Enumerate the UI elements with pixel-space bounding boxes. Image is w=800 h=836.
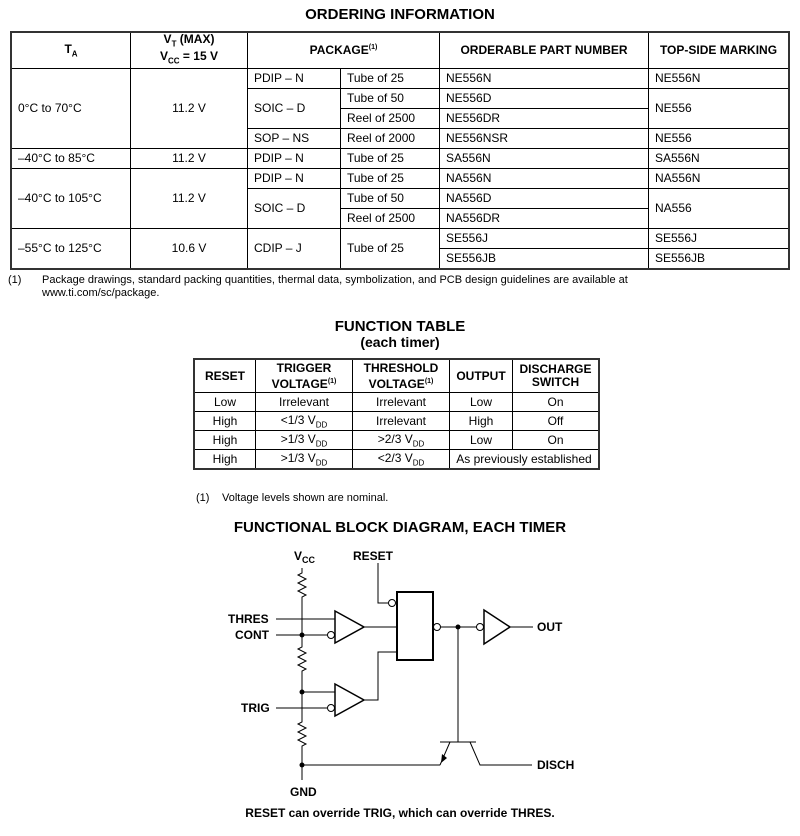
cell-vt: 11.2 V bbox=[131, 168, 248, 228]
header-trigger: TRIGGER VOLTAGE$^{(1)}$ bbox=[256, 359, 353, 393]
cell-pkg: SOP – NS bbox=[248, 128, 341, 148]
cell: As previously established bbox=[450, 450, 600, 470]
cell: On bbox=[513, 393, 600, 412]
function-footnote-number: (1) bbox=[196, 492, 210, 504]
header-marking: TOP-SIDE MARKING bbox=[649, 32, 790, 68]
cell-qty: Tube of 25 bbox=[341, 228, 440, 269]
threshold-comparator bbox=[335, 611, 364, 643]
ordering-footnote-number: (1) bbox=[8, 274, 22, 286]
cell: High bbox=[450, 412, 513, 431]
header-vt: $V_T$ (MAX) $V_{CC} = 15$ V bbox=[131, 32, 248, 68]
cell-mark: NE556N bbox=[649, 68, 790, 88]
cell: <2/3 $V_{DD}$ bbox=[353, 450, 450, 470]
cell-pkg: PDIP – N bbox=[248, 148, 341, 168]
cell: >2/3 $V_{DD}$ bbox=[353, 431, 450, 450]
junction-dots bbox=[300, 625, 461, 768]
vcc-label: $V_{CC}$ bbox=[294, 549, 316, 565]
cell-part: NA556N bbox=[440, 168, 649, 188]
cell-pkg: SOIC – D bbox=[248, 188, 341, 228]
header-package: PACKAGE$^{(1)}$ bbox=[248, 32, 440, 68]
cell-ta: –40°C to 105°C bbox=[11, 168, 131, 228]
cell-mark: SE556J bbox=[649, 228, 790, 248]
cell-qty: Tube of 25 bbox=[341, 168, 440, 188]
function-footnote: Voltage levels shown are nominal. bbox=[222, 492, 389, 504]
cell-pkg: SOIC – D bbox=[248, 88, 341, 128]
cell-mark: NA556 bbox=[649, 188, 790, 228]
cell-part: NE556D bbox=[440, 88, 649, 108]
ordering-title: ORDERING INFORMATION bbox=[305, 6, 495, 23]
cell: High bbox=[194, 412, 256, 431]
reset-label: RESET bbox=[353, 549, 394, 563]
cell-ta: –55°C to 125°C bbox=[11, 228, 131, 269]
cell: >1/3 $V_{DD}$ bbox=[256, 431, 353, 450]
header-ta: $T_A$ bbox=[11, 32, 131, 68]
cell: Low bbox=[450, 431, 513, 450]
diagram-title: FUNCTIONAL BLOCK DIAGRAM, EACH TIMER bbox=[233, 519, 567, 536]
diagram-caption: RESET can override TRIG, which can override THRES. bbox=[245, 806, 555, 820]
cell: Irrelevant bbox=[353, 393, 450, 412]
cont-label: CONT bbox=[235, 628, 269, 642]
cell-part: NE556NSR bbox=[440, 128, 649, 148]
cell-ta: 0°C to 70°C bbox=[11, 68, 131, 148]
disch-label: DISCH bbox=[537, 758, 575, 772]
cell-part: NA556D bbox=[440, 188, 649, 208]
gnd-label: GND bbox=[290, 785, 317, 799]
header-part: ORDERABLE PART NUMBER bbox=[440, 32, 649, 68]
cell-pkg: CDIP – J bbox=[248, 228, 341, 269]
thres-label: THRES bbox=[228, 612, 269, 626]
cell-qty: Reel of 2500 bbox=[341, 108, 440, 128]
resistor-divider bbox=[298, 568, 306, 780]
cell: Off bbox=[513, 412, 600, 431]
cell-part: NE556DR bbox=[440, 108, 649, 128]
output-buffer bbox=[484, 610, 510, 644]
cell-part: SE556J bbox=[440, 228, 649, 248]
header-discharge: DISCHARGE SWITCH bbox=[513, 359, 600, 393]
cell-part: SA556N bbox=[440, 148, 649, 168]
ordering-footnote-link[interactable]: www.ti.com/sc/package. bbox=[42, 287, 160, 299]
cell-qty: Reel of 2000 bbox=[341, 128, 440, 148]
cell-mark: SA556N bbox=[649, 148, 790, 168]
cell-qty: Tube of 50 bbox=[341, 188, 440, 208]
cell: Irrelevant bbox=[353, 412, 450, 431]
cell-qty: Tube of 25 bbox=[341, 148, 440, 168]
inversion-bubbles bbox=[328, 600, 484, 712]
cell: Low bbox=[194, 393, 256, 412]
cell-vt: 11.2 V bbox=[131, 68, 248, 148]
header-threshold: THRESHOLD VOLTAGE$^{(1)}$ bbox=[353, 359, 450, 393]
header-output: OUTPUT bbox=[450, 359, 513, 393]
cell-mark: SE556JB bbox=[649, 248, 790, 269]
cell-pkg: PDIP – N bbox=[248, 168, 341, 188]
function-table-title: FUNCTION TABLE bbox=[334, 318, 466, 335]
function-table-subtitle: (each timer) bbox=[360, 334, 440, 350]
cell-pkg: PDIP – N bbox=[248, 68, 341, 88]
trigger-comparator bbox=[335, 684, 364, 716]
cell-vt: 11.2 V bbox=[131, 148, 248, 168]
cell-ta: –40°C to 85°C bbox=[11, 148, 131, 168]
cell: >1/3 $V_{DD}$ bbox=[256, 450, 353, 470]
cell-mark: NA556N bbox=[649, 168, 790, 188]
ordering-footnote: Package drawings, standard packing quantities, thermal data, symbolization, and PCB design guidelines are available at bbox=[42, 274, 628, 286]
cell-qty: Reel of 2500 bbox=[341, 208, 440, 228]
out-label: OUT bbox=[537, 620, 563, 634]
cell-mark: NE556 bbox=[649, 88, 790, 128]
cell: On bbox=[513, 431, 600, 450]
header-reset: RESET bbox=[194, 359, 256, 393]
flip-flop bbox=[397, 592, 433, 660]
cell: High bbox=[194, 431, 256, 450]
cell-mark: NE556 bbox=[649, 128, 790, 148]
cell: Low bbox=[450, 393, 513, 412]
cell: High bbox=[194, 450, 256, 470]
wires bbox=[276, 563, 533, 765]
cell: Irrelevant bbox=[256, 393, 353, 412]
cell: <1/3 $V_{DD}$ bbox=[256, 412, 353, 431]
cell-part: SE556JB bbox=[440, 248, 649, 269]
cell-qty: Tube of 25 bbox=[341, 68, 440, 88]
cell-qty: Tube of 50 bbox=[341, 88, 440, 108]
cell-vt: 10.6 V bbox=[131, 228, 248, 269]
trig-label: TRIG bbox=[241, 701, 270, 715]
cell-part: NE556N bbox=[440, 68, 649, 88]
cell-part: NA556DR bbox=[440, 208, 649, 228]
